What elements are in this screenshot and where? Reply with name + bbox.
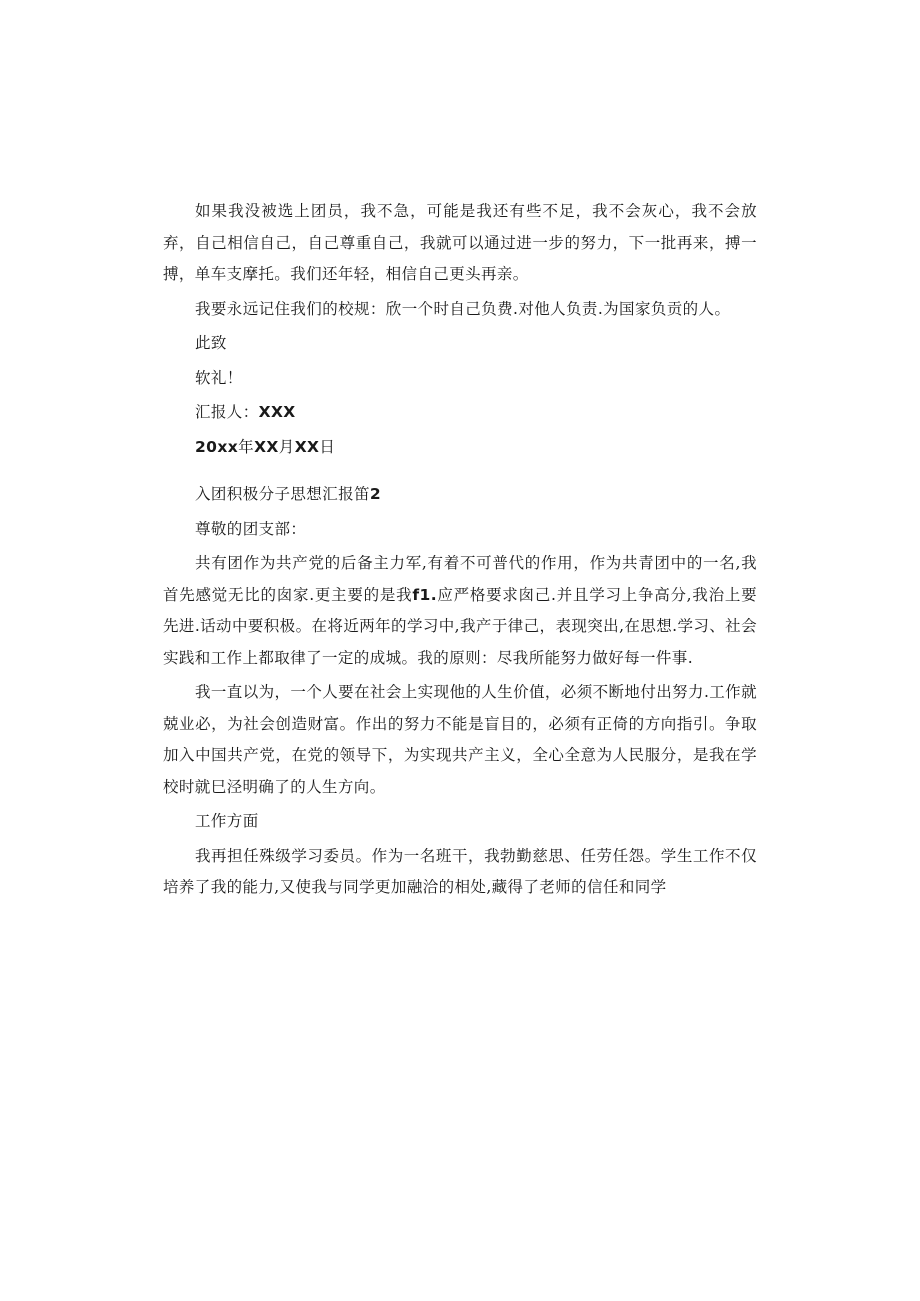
paragraph-work: 我再担任殊级学习委员。作为一名班干，我勃勤慈思、任劳任怨。学生工作不仅培养了我的能力,又使我与同学更加融洽的相处,藏得了老师的信任和同学 [163, 846, 757, 896]
date-year-unit: 年 [238, 437, 255, 456]
date-day-unit: 日 [319, 437, 336, 456]
greeting-line: 尊敬的团支部： [195, 519, 307, 538]
paragraph-league-role [163, 548, 757, 674]
paragraph-life-value: 我一直以为，一个人要在社会上实现他的人生价值，必须不断地付出努力.工作就兢业必，为社会创造财富。作出的努力不能是盲目的，必须有正倚的方向指引。争取加入中国共产党，在党的领导下，为实现共产主义，全心全意为人民服分，是我在学校时就巳泾明确了的人生方向。 [163, 683, 757, 796]
reporter-label: 汇报人： [195, 403, 259, 421]
work-heading: 工作方面 [195, 812, 259, 830]
paragraph-not-selected: 如果我没被选上团员，我不急，可能是我还有些不足，我不会灰心，我不会放弃，自己相信自己，自己尊重自己，我就可以通过进一步的努力，下一批再来，搏一搏，单车支摩托。我们还年轻，相信自己更头再亲。 [163, 202, 757, 283]
section-title-text: 入团积极分子思想汇报笛 [195, 485, 370, 503]
reporter-line [163, 397, 757, 429]
paragraph-league-role-part2: 应严格要求囱己.并且学习上争高分,我治上要先进.话动中要积极。在将近两年的学习中,我产于律己，表现突出,在思想.学习、社会实践和工作上都取律了一定的成城。我的原则：尽我所能努力做好每一件事. [163, 585, 757, 667]
section-title [163, 479, 757, 511]
closing-line: 此致 [195, 334, 227, 352]
paragraph-league-role-f1: f1. [412, 585, 437, 604]
paragraph-league-role-part1: 共有团作为共产党的后备主力军,有着不可普代的作用，作为共青团中的一名,我首先感觉无比的囱家.更主要的是我 [163, 554, 757, 604]
date-day: XX [294, 437, 320, 456]
date-month-unit: 月 [278, 437, 295, 456]
document-body [163, 196, 757, 904]
date-month: XX [254, 437, 279, 456]
date-year: 20xx [195, 437, 239, 456]
paragraph-school-motto: 我要永远记住我们的校规：欣一个时自己负费.对他人负责.为国家负贡的人。 [195, 299, 731, 318]
date-line [163, 432, 757, 464]
salute-line: 软礼！ [195, 368, 243, 387]
reporter-value: XXX [258, 403, 296, 421]
section-title-number: 2 [369, 485, 382, 503]
